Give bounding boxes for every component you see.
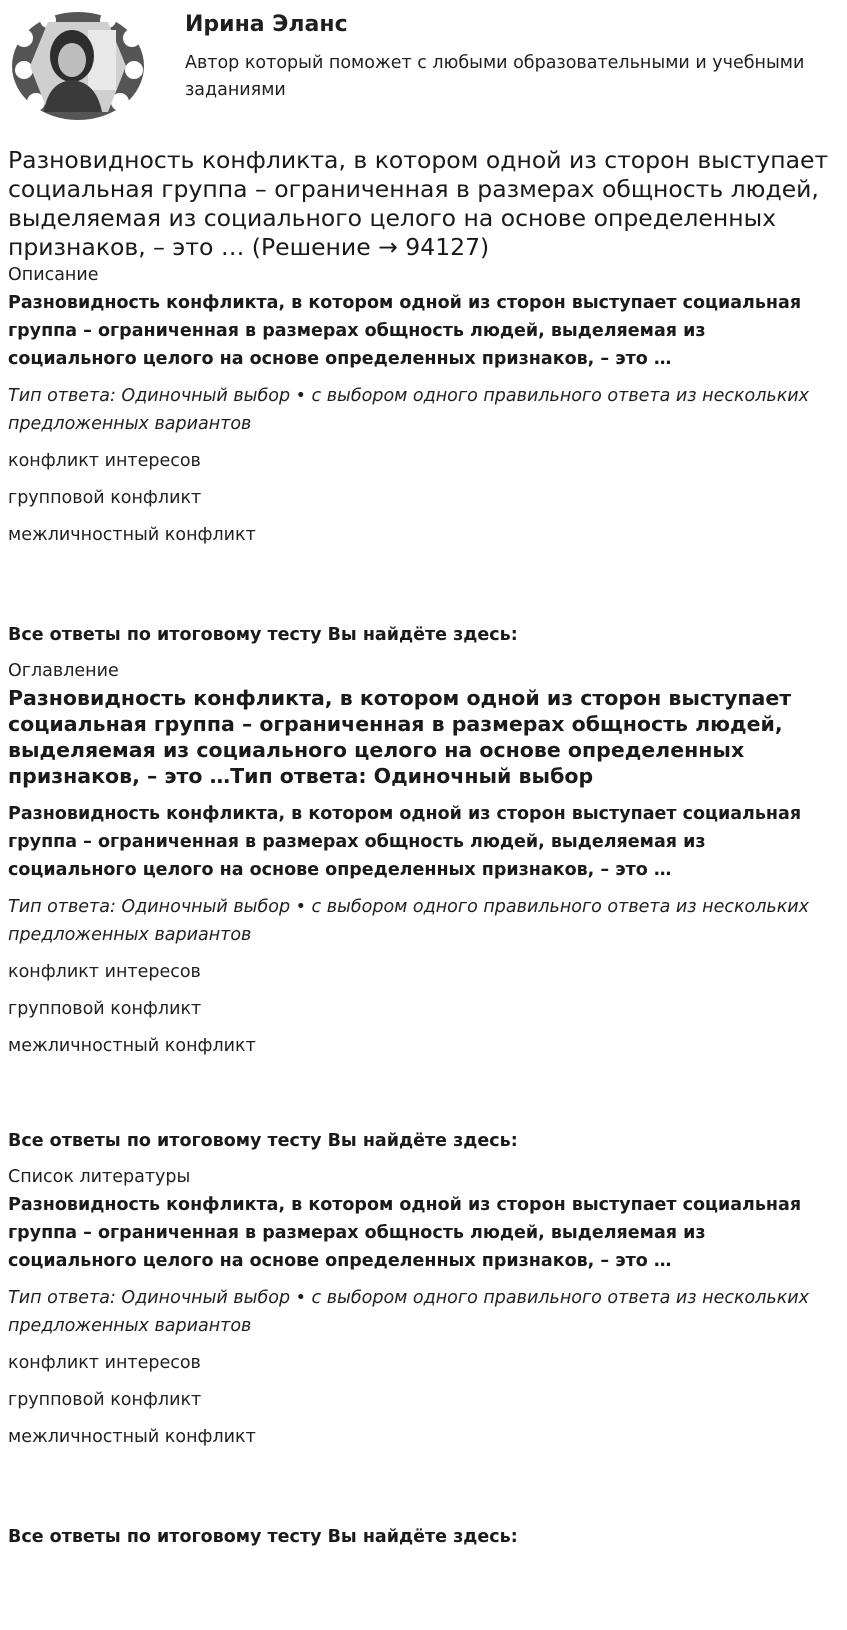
section-label-toc: Оглавление — [8, 661, 119, 681]
question-text: Разновидность конфликта, в котором одной из сторон выступает социальная группа – ограниченная в размерах общность людей, выделяемая из социального целого на основе определенных признаков, – это … — [8, 804, 802, 880]
answer-type: Тип ответа: Одиночный выбор • с выбором одного правильного ответа из нескольких предложенных вариантов — [8, 897, 810, 945]
all-answers-link[interactable]: Все ответы по итоговому тесту Вы найдёте здесь: — [8, 1131, 518, 1151]
answer-option: межличностный конфликт — [8, 1427, 256, 1447]
answer-option: групповой конфликт — [8, 1390, 202, 1410]
answer-type: Тип ответа: Одиночный выбор • с выбором одного правильного ответа из нескольких предложенных вариантов — [8, 1288, 810, 1336]
answer-option: конфликт интересов — [8, 1353, 201, 1373]
answer-option: групповой конфликт — [8, 488, 202, 508]
toc-section — [8, 660, 838, 1069]
all-answers-link[interactable]: Все ответы по итоговому тесту Вы найдёте здесь: — [8, 625, 518, 645]
description-section — [8, 264, 838, 558]
answer-option: межличностный конфликт — [8, 1036, 256, 1056]
section-label-references: Список литературы — [8, 1167, 191, 1187]
question-text: Разновидность конфликта, в котором одной из сторон выступает социальная группа – ограниченная в размерах общность людей, выделяемая из социального целого на основе определенных признаков, – это … — [8, 293, 802, 369]
answer-option: конфликт интересов — [8, 451, 201, 471]
author-avatar — [8, 8, 148, 124]
author-name[interactable]: Ирина Эланс — [185, 12, 348, 37]
question-text: Разновидность конфликта, в котором одной из сторон выступает социальная группа – ограниченная в размерах общность людей, выделяемая из социального целого на основе определенных признаков, – это … — [8, 1195, 802, 1271]
answer-option: групповой конфликт — [8, 999, 202, 1019]
answer-option: конфликт интересов — [8, 962, 201, 982]
answer-option: межличностный конфликт — [8, 525, 256, 545]
toc-heading[interactable]: Разновидность конфликта, в котором одной из сторон выступает социальная группа – ограниченная в размерах общность людей, выделяемая из социального целого на основе определенных признаков, – это …Тип ответа: Одиночный выбор — [8, 686, 792, 788]
page-title: Разновидность конфликта, в котором одной из сторон выступает социальная группа – ограниченная в размерах общность людей, выделяемая из социального целого на основе определенных признаков, – это … (Решение → 94127) — [8, 146, 829, 261]
answer-type: Тип ответа: Одиночный выбор • с выбором одного правильного ответа из нескольких предложенных вариантов — [8, 386, 810, 434]
references-section — [8, 1166, 838, 1460]
section-label-description: Описание — [8, 265, 99, 285]
all-answers-link[interactable]: Все ответы по итоговому тесту Вы найдёте здесь: — [8, 1527, 518, 1547]
author-header — [0, 0, 847, 140]
author-description: Автор который поможет с любыми образовательными и учебными заданиями — [185, 53, 805, 100]
